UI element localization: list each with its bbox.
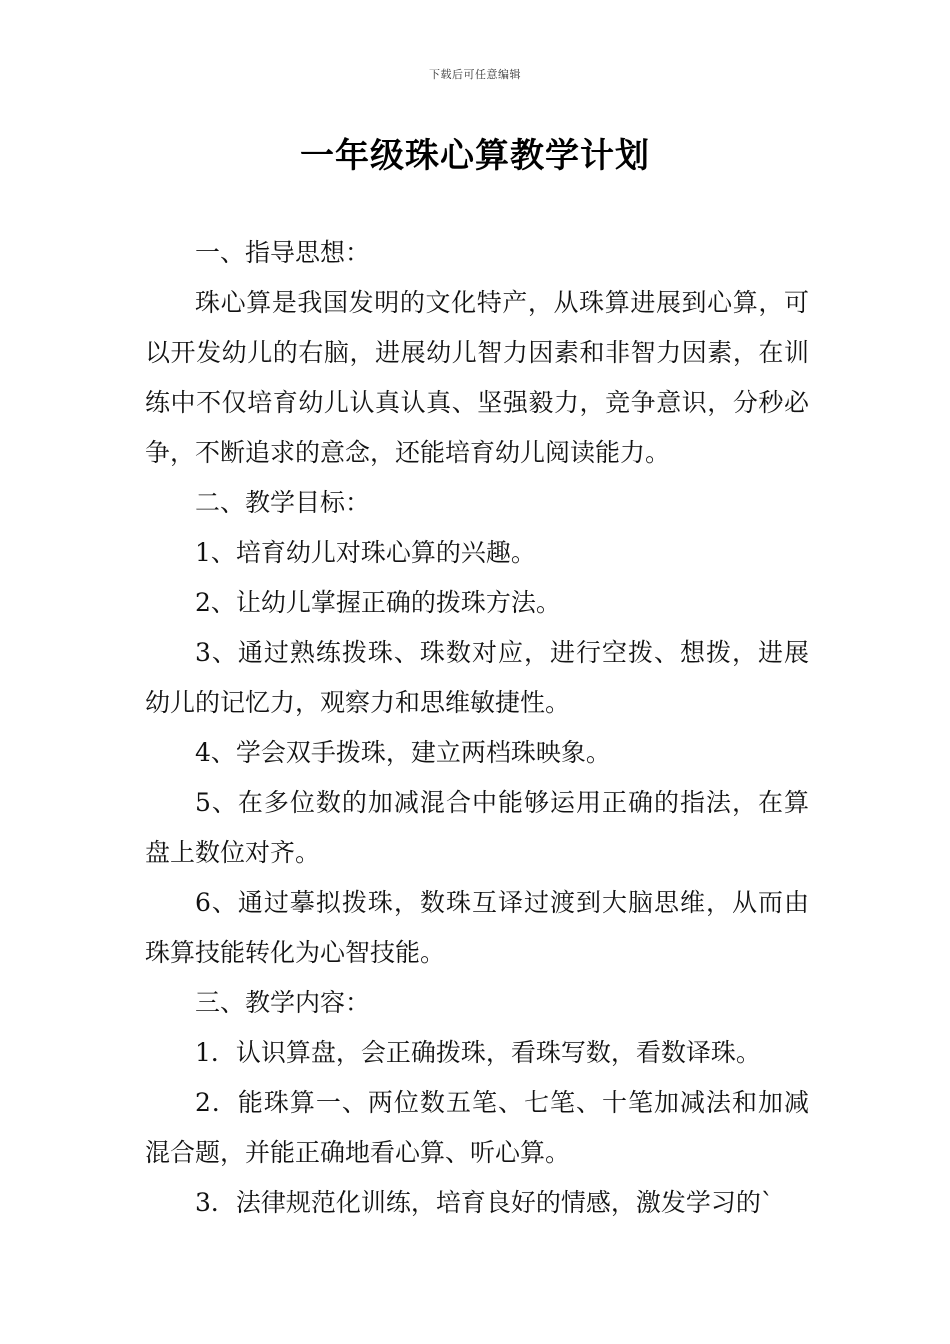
goal-item-4: 4、学会双手拨珠，建立两档珠映象。: [195, 738, 611, 767]
goal-item-5: 5、在多位数的加减混合中能够运用正确的指法，在算盘上数位对齐。: [145, 788, 809, 867]
goal-item-2: 2、让幼儿掌握正确的拨珠方法。: [195, 588, 561, 617]
goal-item-3: 3、通过熟练拨珠、珠数对应，进行空拨、想拨，进展幼儿的记忆力，观察力和思维敏捷性。: [145, 638, 809, 717]
page-title: 一年级珠心算教学计划: [300, 136, 650, 176]
paragraph-guiding-thought: 珠心算是我国发明的文化特产，从珠算进展到心算，可以开发幼儿的右脑，进展幼儿智力因素和非智力因素，在训练中不仅培育幼儿认真认真、坚强毅力，竞争意识，分秒必争，不断追求的意念，还能培育幼儿阅读能力。: [145, 288, 809, 467]
content-item-3: 3．法律规范化训练，培育良好的情感，激发学习的`: [195, 1188, 774, 1217]
goal-item-6: 6、通过摹拟拨珠，数珠互译过渡到大脑思维，从而由珠算技能转化为心智技能。: [145, 888, 809, 967]
document-body: [145, 228, 809, 1228]
section-heading-teaching-goals: 二、教学目标：: [195, 488, 371, 517]
section-heading-guiding-thought: 一、指导思想：: [195, 238, 371, 267]
content-item-2: 2．能珠算一、两位数五笔、七笔、十笔加减法和加减混合题，并能正确地看心算、听心算。: [145, 1088, 809, 1167]
goal-item-1: 1、培育幼儿对珠心算的兴趣。: [195, 538, 536, 567]
header-note: 下载后可任意编辑: [429, 68, 521, 81]
section-heading-teaching-content: 三、教学内容：: [195, 988, 371, 1017]
content-item-1: 1．认识算盘，会正确拨珠，看珠写数，看数译珠。: [195, 1038, 761, 1067]
